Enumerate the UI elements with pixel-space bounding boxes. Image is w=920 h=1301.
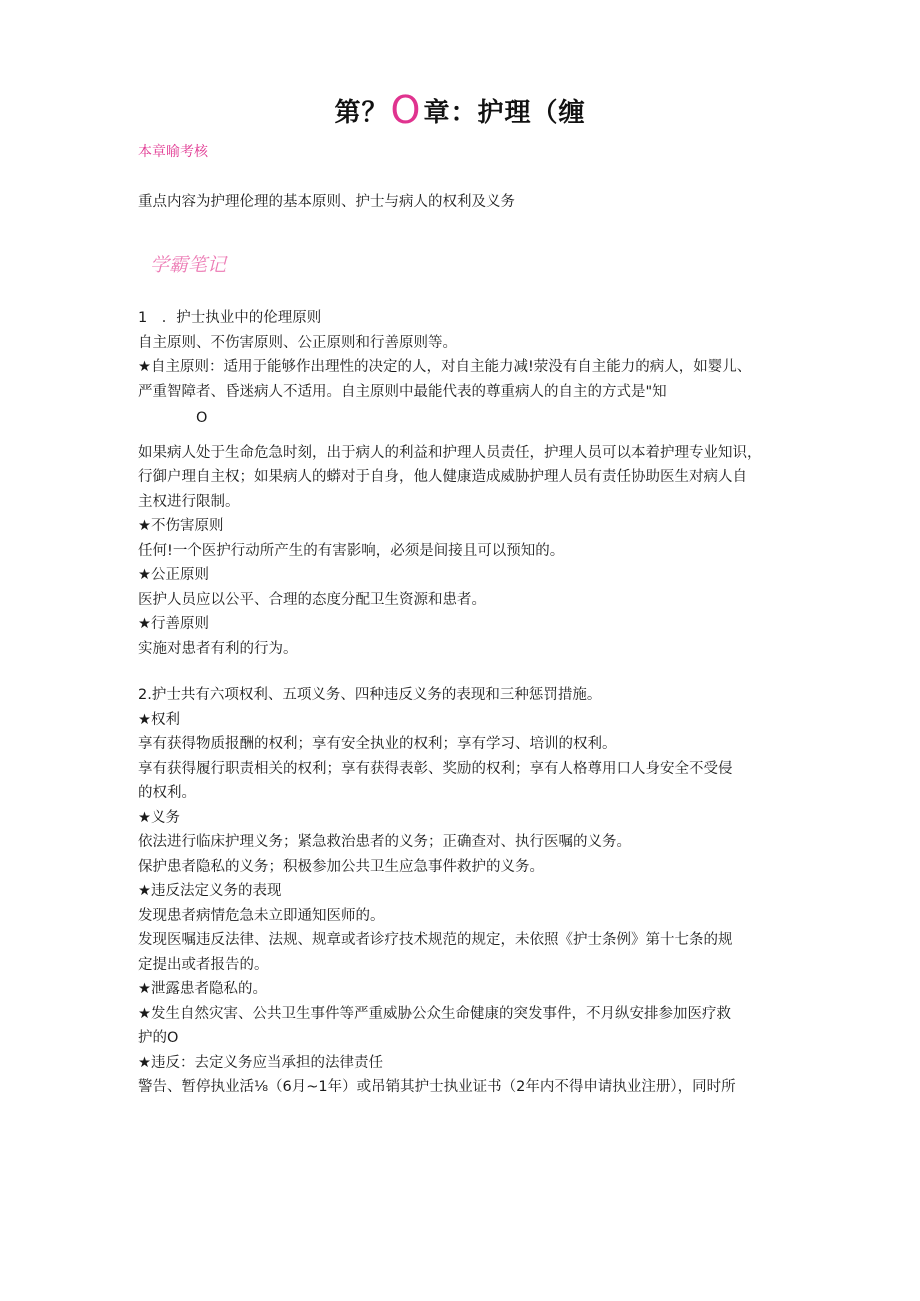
text-line: 保护患者隐私的义务；积极参加公共卫生应急事件救护的义务。 (138, 858, 544, 875)
text-line: 警告、暂停执业活⅛（6月~1年）或吊销其护士执业证书（2年内不得申请执业注册），同时所 (138, 1079, 736, 1095)
text-line: ★自主原则：适用于能够作出理性的决定的人，对自主能力减!荥没有自主能力的病人，如婴儿、 (138, 359, 752, 375)
text-line: 依法进行临床护理义务；紧急救治患者的义务；正确查对、执行医嘱的义务。 (138, 834, 631, 850)
chapter-title (0, 88, 920, 132)
text-line: 如果病人处于生命危急时刻，出于病人的利益和护理人员责任，护理人员可以本着护理专业知识， (138, 444, 762, 461)
title-prefix: 第？ (334, 98, 389, 128)
paragraph-gap (138, 661, 798, 683)
text-line: 严重智障者、昏迷病人不适用。自主原则中最能代表的尊重病人的自主的方式是"知 (138, 383, 667, 400)
section-2-heading: 2.护士共有六项权利、五项义务、四种违反义务的表现和三种惩罚措施。 (138, 687, 602, 703)
notes-body (138, 306, 798, 1100)
subheading: ★违反：去定义务应当承担的法律责任 (138, 1054, 383, 1071)
section-1-heading: 1 ．护士执业中的伦理原则 (138, 310, 322, 326)
text-line: 定提出或者报告的。 (138, 956, 269, 973)
subheading: ★不伤害原则 (138, 518, 224, 534)
title-big-o: O (390, 88, 422, 132)
text-line: 享有获得履行职责相关的权利；享有获得表彰、奖励的权利；享有人格尊用口人身安全不受侵 (138, 760, 733, 777)
subheading: ★权利 (138, 711, 180, 728)
text-line: 自主原则、不伤害原则、公正原则和行善原则等。 (138, 334, 457, 351)
title-suffix: 章：护理（缠 (423, 98, 586, 128)
subheading: ★义务 (138, 809, 180, 826)
text-line: 医护人员应以公平、合理的态度分配卫生资源和患者。 (138, 591, 486, 608)
subheading: ★违反法定义务的表现 (138, 883, 282, 899)
chapter-summary: 重点内容为护理伦理的基本原则、护士与病人的权利及义务 (138, 194, 515, 210)
text-line: O (196, 410, 208, 426)
text-line: 发现医嘱违反法律、法规、规章或者诊疗技术规范的规定，未依照《护士条例》第十七条的规 (138, 932, 733, 948)
text-line: ★发生自然灾害、公共卫生事件等严重威胁公众生命健康的突发事件，不月纵安排参加医疗救 (138, 1005, 731, 1022)
text-line: 主权进行限制。 (138, 493, 240, 510)
text-line: 护的O (138, 1030, 179, 1046)
subheading: ★行善原则 (138, 616, 209, 632)
text-line: 行御户理自主权；如果病人的蟒对于自身，他人健康造成威胁护理人员有责任协助医生对病人自 (138, 469, 747, 485)
subheading: ★公正原则 (138, 567, 209, 583)
text-line: 实施对患者有利的行为。 (138, 640, 298, 657)
notes-heading: 学霸笔记 (150, 254, 227, 276)
text-line: ★泄露患者隐私的。 (138, 981, 267, 997)
exam-heading: 本章喻考核 (138, 144, 208, 160)
text-line: 的权利。 (138, 785, 196, 801)
text-line: 发现患者病情危急未立即通知医师的。 (138, 907, 385, 924)
text-line: 享有获得物质报酬的权利；享有安全执业的权利；享有学习、培训的权利。 (138, 736, 617, 752)
text-line: 任何!一个医护行动所产生的有害影响，必须是间接且可以预知的。 (138, 542, 565, 559)
